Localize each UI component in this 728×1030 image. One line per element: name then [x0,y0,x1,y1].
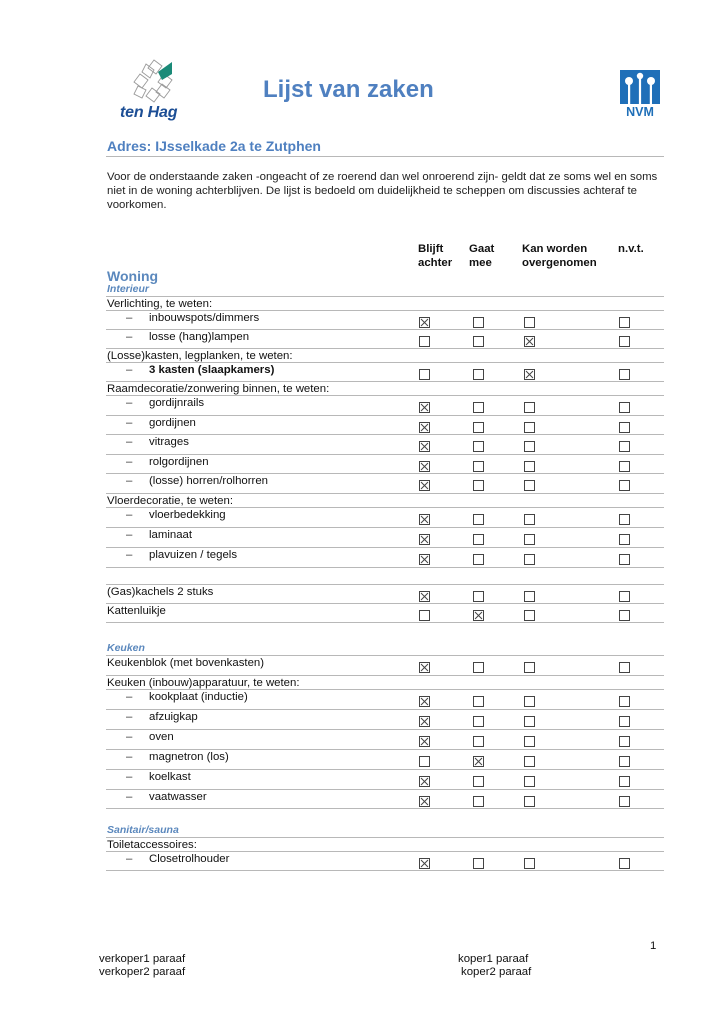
checkbox-blijft-achter[interactable] [419,796,430,807]
checkbox-kan-worden-overgenomen[interactable] [524,662,535,673]
row-label: (losse) horren/rolhorren [149,475,269,487]
check-x-icon [420,777,429,786]
checkbox-gaat-mee[interactable] [473,858,484,869]
table-row [106,508,664,528]
row-label: Verlichting, te weten: [107,298,213,310]
checkbox-gaat-mee[interactable] [473,796,484,807]
bullet-dash: – [126,731,133,743]
check-x-icon [420,663,429,672]
bullet-dash: – [126,312,133,324]
checkbox-nvt[interactable] [619,796,630,807]
checkbox-blijft-achter[interactable] [419,534,430,545]
check-x-icon [420,859,429,868]
checkbox-nvt[interactable] [619,534,630,545]
checkbox-gaat-mee[interactable] [473,441,484,452]
table-row [106,474,664,494]
check-x-icon [420,717,429,726]
intro-paragraph: Voor de onderstaande zaken -ongeacht of ze roerend dan wel onroerend zijn- geldt dat ze soms wel en soms niet in de woning achterblijven. De lijst is bedoeld om duidelijkheid te scheppen om discussies achteraf te voorkomen. [107,171,658,211]
checkbox-kan-worden-overgenomen[interactable] [524,336,535,347]
table-row [106,710,664,730]
checkbox-nvt[interactable] [619,461,630,472]
row-label: plavuizen / tegels [149,549,238,561]
row-label: Keuken (inbouw)apparatuur, te weten: [107,677,300,689]
checkbox-blijft-achter[interactable] [419,441,430,452]
checkbox-gaat-mee[interactable] [473,776,484,787]
row-label: kookplaat (inductie) [149,691,248,703]
table-row [106,330,664,349]
group-row [106,676,664,690]
checkbox-blijft-achter[interactable] [419,336,430,347]
checkbox-kan-worden-overgenomen[interactable] [524,369,535,380]
bullet-dash: – [126,711,133,723]
checkbox-blijft-achter[interactable] [419,696,430,707]
group-row [106,494,664,508]
page-title: Lijst van zaken [263,76,434,103]
checkbox-gaat-mee[interactable] [473,369,484,380]
checkbox-blijft-achter[interactable] [419,591,430,602]
checkbox-gaat-mee[interactable] [473,336,484,347]
section-title-woning: Woning [107,268,159,284]
checkbox-nvt[interactable] [619,736,630,747]
table-row [106,416,664,436]
row-label: (Losse)kasten, legplanken, te weten: [107,350,293,362]
group-row [106,838,664,852]
table-row [106,435,664,455]
checkbox-blijft-achter[interactable] [419,369,430,380]
checkbox-kan-worden-overgenomen[interactable] [524,696,535,707]
row-label: afzuigkap [149,711,198,723]
check-x-icon [525,337,534,346]
checkbox-kan-worden-overgenomen[interactable] [524,716,535,727]
checkbox-kan-worden-overgenomen[interactable] [524,534,535,545]
column-header-line: overgenomen [522,257,597,269]
row-label: Closetrolhouder [149,853,230,865]
column-header-blijft-achter [418,242,452,270]
seller1-initials-label: verkoper1 paraaf [99,953,186,965]
nvm-logo [620,70,660,120]
subsection-interieur: Interieur [107,283,150,295]
row-label: 3 kasten (slaapkamers) [149,364,275,376]
row-label: magnetron (los) [149,751,229,763]
row-label: oven [149,731,174,743]
checkbox-kan-worden-overgenomen[interactable] [524,554,535,565]
checkbox-nvt[interactable] [619,776,630,787]
checkbox-nvt[interactable] [619,696,630,707]
divider [106,156,664,157]
bullet-dash: – [126,509,133,521]
checkbox-gaat-mee[interactable] [473,554,484,565]
row-label: losse (hang)lampen [149,331,250,343]
checkbox-kan-worden-overgenomen[interactable] [524,591,535,602]
column-header-kan-worden-overgenomen [522,242,597,270]
ten-hag-pinwheel-icon [126,58,186,106]
checkbox-gaat-mee[interactable] [473,736,484,747]
column-header-line: Gaat [469,243,495,255]
checkbox-gaat-mee[interactable] [473,514,484,525]
checkbox-blijft-achter[interactable] [419,554,430,565]
table-row [106,363,664,382]
subsection-sanitair: Sanitair/sauna [107,824,179,836]
column-header-line: achter [418,257,453,269]
checkbox-blijft-achter[interactable] [419,480,430,491]
table-row [106,528,664,548]
spacer-row [106,568,664,585]
table-row [106,790,664,809]
group-row [106,382,664,396]
checkbox-kan-worden-overgenomen[interactable] [524,317,535,328]
checkbox-kan-worden-overgenomen[interactable] [524,461,535,472]
check-x-icon [474,757,483,766]
checkbox-gaat-mee[interactable] [473,534,484,545]
bullet-dash: – [126,397,133,409]
checkbox-kan-worden-overgenomen[interactable] [524,610,535,621]
row-label: koelkast [149,771,191,783]
checkbox-nvt[interactable] [619,402,630,413]
checkbox-kan-worden-overgenomen[interactable] [524,756,535,767]
checkbox-gaat-mee[interactable] [473,696,484,707]
check-x-icon [420,423,429,432]
buyer2-initials-label: koper2 paraaf [461,966,532,978]
bullet-dash: – [126,416,133,429]
check-x-icon [420,515,429,524]
checkbox-blijft-achter[interactable] [419,422,430,433]
row-label: Keukenblok (met bovenkasten) [107,657,265,669]
checkbox-blijft-achter[interactable] [419,858,430,869]
check-x-icon [420,555,429,564]
table-row [106,730,664,750]
bullet-dash: – [126,364,133,376]
checkbox-gaat-mee[interactable] [473,317,484,328]
column-header-nvt [618,242,644,256]
checkbox-gaat-mee[interactable] [473,591,484,602]
checkbox-kan-worden-overgenomen[interactable] [524,776,535,787]
check-x-icon [420,797,429,806]
table-row [106,311,664,330]
checkbox-blijft-achter[interactable] [419,317,430,328]
check-x-icon [420,737,429,746]
ten-hag-logo [112,58,192,124]
row-label: (Gas)kachels 2 stuks [107,586,214,598]
bullet-dash: – [126,331,133,343]
bullet-dash: – [126,791,133,803]
checkbox-gaat-mee[interactable] [473,756,484,767]
row-label: Kattenluikje [107,605,166,617]
row-label: Raamdecoratie/zonwering binnen, te weten: [107,383,330,395]
row-label: gordijnrails [149,397,205,409]
checkbox-kan-worden-overgenomen[interactable] [524,441,535,452]
table-row [106,770,664,790]
checkbox-blijft-achter[interactable] [419,461,430,472]
check-x-icon [420,535,429,544]
bullet-dash: – [126,436,133,448]
row-label: Toiletaccessoires: [107,839,197,851]
checkbox-gaat-mee[interactable] [473,461,484,472]
check-x-icon [474,611,483,620]
checkbox-nvt[interactable] [619,591,630,602]
row-label: Vloerdecoratie, te weten: [107,495,234,507]
checkbox-nvt[interactable] [619,554,630,565]
buyer-initials [458,953,531,979]
address-heading: Adres: IJsselkade 2a te Zutphen [107,138,321,154]
checkbox-kan-worden-overgenomen[interactable] [524,858,535,869]
table-row [106,455,664,475]
column-header-line: mee [469,257,492,269]
checkbox-gaat-mee[interactable] [473,422,484,433]
bullet-dash: – [126,475,133,487]
table-row [106,585,664,604]
group-row [106,297,664,311]
check-x-icon [420,442,429,451]
row-label: vitrages [149,436,189,448]
ten-hag-logo-text: ten Hag [120,104,178,121]
table-row [106,604,664,623]
seller-initials [99,953,185,979]
page-number: 1 [650,940,657,952]
checkbox-nvt[interactable] [619,317,630,328]
table-row [106,548,664,568]
group-row [106,349,664,363]
checkbox-gaat-mee[interactable] [473,716,484,727]
checkbox-blijft-achter[interactable] [419,514,430,525]
table-row [106,656,664,676]
column-header-line: Blijft [418,243,444,255]
checkbox-nvt[interactable] [619,480,630,491]
buyer1-initials-label: koper1 paraaf [458,953,529,965]
checkbox-gaat-mee[interactable] [473,402,484,413]
bullet-dash: – [126,853,133,865]
table-row [106,396,664,416]
nvm-emblem-icon [620,70,660,104]
check-x-icon [420,403,429,412]
checkbox-gaat-mee[interactable] [473,480,484,491]
row-label: vaatwasser [149,791,207,803]
check-x-icon [420,462,429,471]
checkbox-blijft-achter[interactable] [419,776,430,787]
checkbox-kan-worden-overgenomen[interactable] [524,736,535,747]
row-label: inbouwspots/dimmers [149,312,260,324]
checkbox-blijft-achter[interactable] [419,610,430,621]
checkbox-nvt[interactable] [619,662,630,673]
bullet-dash: – [126,691,133,703]
checkbox-blijft-achter[interactable] [419,402,430,413]
column-header-line: Kan worden [522,243,588,255]
checkbox-blijft-achter[interactable] [419,662,430,673]
check-x-icon [525,370,534,379]
checkbox-nvt[interactable] [619,756,630,767]
column-header-gaat-mee [469,242,494,270]
row-label: laminaat [149,529,193,541]
checkbox-kan-worden-overgenomen[interactable] [524,480,535,491]
bullet-dash: – [126,549,133,561]
checkbox-nvt[interactable] [619,610,630,621]
checkbox-nvt[interactable] [619,716,630,727]
seller2-initials-label: verkoper2 paraaf [99,966,186,978]
checkbox-kan-worden-overgenomen[interactable] [524,402,535,413]
checkbox-kan-worden-overgenomen[interactable] [524,796,535,807]
checkbox-gaat-mee[interactable] [473,610,484,621]
subsection-keuken: Keuken [107,642,145,654]
checkbox-blijft-achter[interactable] [419,736,430,747]
bullet-dash: – [126,455,133,468]
table-row [106,852,664,871]
checkbox-kan-worden-overgenomen[interactable] [524,514,535,525]
nvm-logo-text: NVM [626,105,654,119]
row-label: vloerbedekking [149,509,226,521]
checkbox-nvt[interactable] [619,858,630,869]
check-x-icon [420,481,429,490]
checkbox-nvt[interactable] [619,336,630,347]
checkbox-nvt[interactable] [619,422,630,433]
check-x-icon [420,318,429,327]
table-row [106,690,664,710]
bullet-dash: – [126,529,133,541]
check-x-icon [420,592,429,601]
bullet-dash: – [126,751,133,763]
checkbox-nvt[interactable] [619,369,630,380]
row-label: gordijnen [149,416,196,429]
bullet-dash: – [126,771,133,783]
checkbox-blijft-achter[interactable] [419,756,430,767]
checkbox-blijft-achter[interactable] [419,716,430,727]
check-x-icon [420,697,429,706]
checkbox-gaat-mee[interactable] [473,662,484,673]
table-row [106,750,664,770]
checkbox-nvt[interactable] [619,514,630,525]
checkbox-nvt[interactable] [619,441,630,452]
checkbox-kan-worden-overgenomen[interactable] [524,422,535,433]
column-header-line: n.v.t. [618,243,644,255]
row-label: rolgordijnen [149,455,209,468]
